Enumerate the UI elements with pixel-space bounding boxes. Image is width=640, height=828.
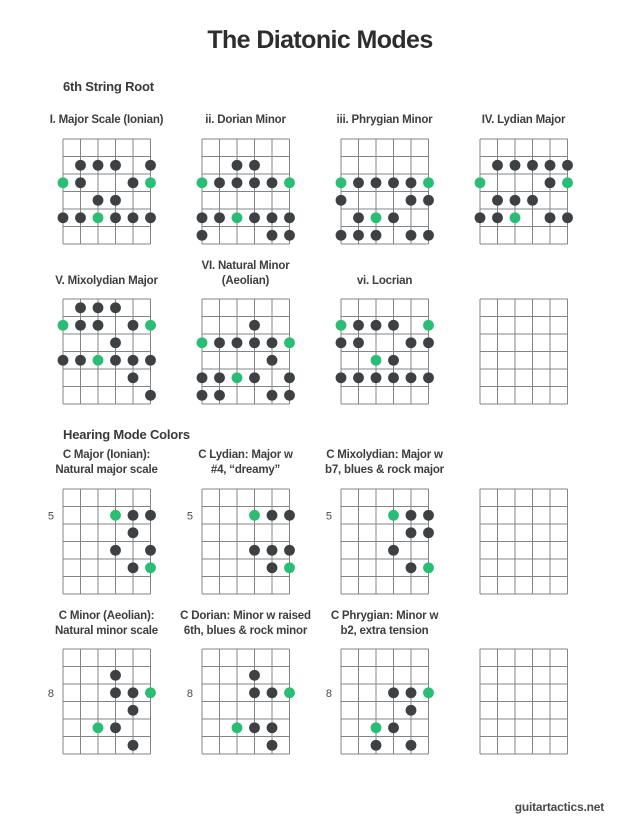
note-dot	[388, 545, 399, 556]
note-dot	[266, 177, 277, 188]
root-dot	[388, 510, 399, 521]
root-dot	[145, 320, 156, 331]
fretboard-svg	[324, 132, 446, 251]
note-dot	[249, 177, 260, 188]
root-dot	[423, 562, 434, 573]
note-dot	[196, 212, 207, 223]
diagram-label-line: I. Major Scale (Ionian)	[49, 114, 164, 127]
note-dot	[284, 212, 295, 223]
note-dot	[370, 320, 381, 331]
note-dot	[284, 373, 295, 384]
fretboard-grid-lines	[202, 649, 290, 754]
root-dot	[110, 510, 121, 521]
note-dot	[127, 562, 138, 573]
root-dot	[92, 355, 103, 366]
diagram-label-line: C Mixolydian: Major w	[326, 449, 443, 462]
diagram-label-line: vi. Locrian	[356, 274, 413, 287]
diagram-label-line: VI. Natural Minor	[201, 260, 290, 272]
fretboard-cell	[37, 609, 176, 761]
note-dot	[335, 373, 346, 384]
note-dot	[266, 212, 277, 223]
note-dot	[353, 320, 364, 331]
note-dot	[75, 303, 86, 314]
diagram-label-line: Natural major scale	[55, 464, 158, 477]
footer-watermark: guitartactics.net	[514, 800, 604, 814]
diagram-grid	[37, 100, 640, 411]
fretboard-grid-lines	[341, 489, 429, 594]
note-dot	[249, 212, 260, 223]
note-dot	[127, 320, 138, 331]
note-dot	[249, 688, 260, 699]
root-dot	[231, 212, 242, 223]
page-title: The Diatonic Modes	[207, 26, 433, 54]
fretboard-diagram	[463, 132, 585, 251]
fretboard-cell	[315, 260, 454, 411]
diagram-label	[202, 259, 290, 288]
note-dot	[405, 373, 416, 384]
note-dot	[527, 160, 538, 171]
fretboard-grid-lines	[63, 489, 151, 594]
note-dot	[75, 212, 86, 223]
note-dot	[544, 177, 555, 188]
fretboard-cell	[37, 100, 176, 251]
fretboard-cell	[315, 448, 454, 600]
root-dot	[145, 562, 156, 573]
fretboard-diagram	[463, 482, 585, 601]
fretboard-diagram	[324, 292, 446, 411]
note-dot	[249, 320, 260, 331]
note-dot	[266, 230, 277, 241]
note-dot	[562, 212, 573, 223]
section-heading: 6th String Root	[63, 79, 154, 94]
diagram-label-line: C Phrygian: Minor w	[330, 609, 439, 622]
fretboard-grid-lines	[63, 299, 151, 404]
note-dot	[353, 177, 364, 188]
note-dot	[423, 195, 434, 206]
diagram-label-line: ii. Dorian Minor	[205, 114, 286, 127]
fret-number: 8	[325, 688, 332, 701]
fretboard-svg	[46, 292, 168, 411]
sections-container	[0, 79, 640, 761]
note-dot	[492, 160, 503, 171]
fretboard-cell	[454, 260, 593, 411]
note-dot	[284, 230, 295, 241]
note-dot	[284, 510, 295, 521]
note-dot	[335, 230, 346, 241]
note-dot	[423, 373, 434, 384]
root-dot	[249, 510, 260, 521]
root-dot	[509, 212, 520, 223]
root-dot	[423, 177, 434, 188]
fretboard-svg	[185, 292, 307, 411]
root-dot	[474, 177, 485, 188]
fretboard-diagram	[324, 642, 446, 761]
note-dot	[370, 177, 381, 188]
note-dot	[353, 230, 364, 241]
fretboard-cell	[176, 448, 315, 600]
root-dot	[196, 177, 207, 188]
note-dot	[57, 355, 68, 366]
note-dot	[405, 338, 416, 349]
root-dot	[370, 723, 381, 734]
note-dot	[423, 510, 434, 521]
note-dot	[562, 160, 573, 171]
fretboard-grid-lines	[480, 139, 568, 244]
fretboard-diagram	[185, 642, 307, 761]
fret-number: 5	[47, 510, 54, 523]
note-dot	[544, 212, 555, 223]
note-dot	[266, 723, 277, 734]
note-dot	[266, 740, 277, 751]
root-dot	[335, 320, 346, 331]
note-dot	[284, 545, 295, 556]
note-dot	[405, 740, 416, 751]
note-dot	[127, 177, 138, 188]
root-dot	[92, 723, 103, 734]
note-dot	[127, 373, 138, 384]
note-dot	[405, 195, 416, 206]
note-dot	[196, 373, 207, 384]
diagram-label	[55, 448, 157, 477]
fretboard-svg	[185, 482, 307, 601]
note-dot	[370, 230, 381, 241]
note-dot	[353, 212, 364, 223]
diagram-label-line: Natural minor scale	[55, 624, 158, 637]
note-dot	[284, 390, 295, 401]
fretboard-grid-lines	[480, 489, 568, 594]
fretboard-grid-lines	[63, 649, 151, 754]
diagram-label-line: b2, extra tension	[340, 624, 429, 637]
note-dot	[423, 527, 434, 538]
fretboard-cell	[176, 609, 315, 761]
fretboard-cell	[176, 259, 315, 411]
root-dot	[284, 688, 295, 699]
root-dot	[57, 320, 68, 331]
diagram-label-line: C Major (Ionian):	[62, 449, 151, 462]
diagram-label	[337, 100, 433, 128]
section-heading: Hearing Mode Colors	[63, 427, 190, 443]
diagram-label	[357, 260, 412, 288]
note-dot	[266, 355, 277, 366]
fretboard-svg	[46, 482, 168, 601]
fretboard-diagram	[463, 642, 585, 761]
note-dot	[388, 688, 399, 699]
note-dot	[57, 212, 68, 223]
note-dot	[405, 562, 416, 573]
fretboard-svg	[463, 642, 585, 761]
note-dot	[266, 510, 277, 521]
fretboard-grid-lines	[341, 649, 429, 754]
root-dot	[57, 177, 68, 188]
note-dot	[544, 160, 555, 171]
fret-number: 5	[325, 510, 332, 523]
diagram-label-line: C Lydian: Major w	[198, 449, 293, 462]
fretboard-svg	[46, 132, 168, 251]
fretboard-diagram	[463, 292, 585, 411]
note-dot	[110, 670, 121, 681]
note-dot	[388, 320, 399, 331]
fret-number: 8	[47, 688, 54, 701]
fretboard-svg	[185, 132, 307, 251]
note-dot	[110, 338, 121, 349]
fretboard-grid-lines	[63, 139, 151, 244]
root-dot	[423, 320, 434, 331]
diagram-label-line: #4, “dreamy”	[210, 464, 281, 477]
note-dot	[405, 705, 416, 716]
note-dot	[110, 545, 121, 556]
note-dot	[110, 212, 121, 223]
note-dot	[405, 688, 416, 699]
note-dot	[388, 373, 399, 384]
note-dot	[492, 212, 503, 223]
note-dot	[127, 527, 138, 538]
note-dot	[127, 510, 138, 521]
fretboard-grid-lines	[202, 299, 290, 404]
note-dot	[388, 177, 399, 188]
diagram-label-line: iii. Phrygian Minor	[336, 114, 433, 127]
note-dot	[388, 723, 399, 734]
fret-number: 5	[186, 510, 193, 523]
note-dot	[423, 338, 434, 349]
note-dot	[145, 545, 156, 556]
mode-section	[0, 79, 640, 411]
root-dot	[145, 177, 156, 188]
note-dot	[335, 338, 346, 349]
note-dot	[353, 338, 364, 349]
note-dot	[509, 195, 520, 206]
note-dot	[335, 195, 346, 206]
note-dot	[110, 303, 121, 314]
fretboard-cell	[37, 448, 176, 600]
note-dot	[405, 230, 416, 241]
note-dot	[92, 195, 103, 206]
fretboard-cell	[315, 100, 454, 251]
note-dot	[110, 195, 121, 206]
diagram-label	[55, 260, 158, 288]
diagram-label-line: C Minor (Aeolian):	[58, 609, 155, 622]
fretboard-cell	[454, 100, 593, 251]
note-dot	[249, 670, 260, 681]
fretboard-cell	[454, 610, 593, 761]
fretboard-grid-lines	[341, 299, 429, 404]
diagram-label-line: 6th, blues & rock minor	[183, 624, 308, 637]
fretboard-grid-lines	[480, 649, 568, 754]
fretboard-diagram	[46, 292, 168, 411]
note-dot	[110, 723, 121, 734]
note-dot	[266, 390, 277, 401]
note-dot	[127, 355, 138, 366]
note-dot	[214, 177, 225, 188]
note-dot	[388, 212, 399, 223]
mode-section	[0, 427, 640, 761]
fretboard-diagram	[185, 482, 307, 601]
fretboard-svg	[463, 482, 585, 601]
root-dot	[92, 212, 103, 223]
fretboard-diagram	[46, 482, 168, 601]
root-dot	[145, 688, 156, 699]
fretboard-svg	[324, 642, 446, 761]
fretboard-diagram	[46, 642, 168, 761]
diagram-label-line: (Aeolian)	[221, 274, 270, 287]
diagram-label	[55, 609, 158, 638]
note-dot	[423, 230, 434, 241]
note-dot	[370, 740, 381, 751]
note-dot	[249, 338, 260, 349]
note-dot	[405, 527, 416, 538]
note-dot	[214, 373, 225, 384]
fretboard-svg	[185, 642, 307, 761]
root-dot	[284, 177, 295, 188]
fretboard-grid-lines	[341, 139, 429, 244]
note-dot	[527, 195, 538, 206]
root-dot	[196, 338, 207, 349]
fretboard-diagram	[46, 132, 168, 251]
note-dot	[196, 230, 207, 241]
note-dot	[249, 373, 260, 384]
note-dot	[231, 338, 242, 349]
note-dot	[231, 177, 242, 188]
fretboard-cell	[37, 260, 176, 411]
diagram-grid	[37, 448, 640, 761]
diagram-label	[180, 609, 311, 638]
fretboard-diagram	[324, 482, 446, 601]
note-dot	[474, 212, 485, 223]
note-dot	[249, 160, 260, 171]
diagram-label	[198, 448, 293, 477]
note-dot	[75, 177, 86, 188]
fretboard-cell	[176, 100, 315, 251]
fretboard-grid-lines	[202, 489, 290, 594]
note-dot	[75, 355, 86, 366]
fretboard-cell	[454, 450, 593, 601]
root-dot	[231, 723, 242, 734]
fret-number: 8	[186, 688, 193, 701]
diagram-label	[331, 609, 438, 638]
note-dot	[214, 390, 225, 401]
fretboard-svg	[463, 292, 585, 411]
note-dot	[405, 510, 416, 521]
note-dot	[145, 160, 156, 171]
diagram-label-line: b7, blues & rock major	[325, 464, 444, 477]
note-dot	[370, 373, 381, 384]
diagram-label	[482, 100, 566, 128]
root-dot	[370, 355, 381, 366]
note-dot	[492, 195, 503, 206]
note-dot	[110, 160, 121, 171]
diagram-label-line: IV. Lydian Major	[481, 114, 566, 127]
fretboard-svg	[324, 482, 446, 601]
note-dot	[127, 212, 138, 223]
fretboard-diagram	[185, 132, 307, 251]
root-dot	[423, 688, 434, 699]
fretboard-grid-lines	[480, 299, 568, 404]
note-dot	[92, 303, 103, 314]
root-dot	[335, 177, 346, 188]
note-dot	[388, 355, 399, 366]
note-dot	[145, 212, 156, 223]
note-dot	[127, 688, 138, 699]
note-dot	[145, 355, 156, 366]
note-dot	[353, 373, 364, 384]
note-dot	[214, 338, 225, 349]
diagram-label	[205, 100, 286, 128]
fretboard-grid-lines	[202, 139, 290, 244]
note-dot	[231, 160, 242, 171]
note-dot	[266, 545, 277, 556]
root-dot	[284, 338, 295, 349]
note-dot	[75, 160, 86, 171]
note-dot	[196, 390, 207, 401]
fretboard-diagram	[324, 132, 446, 251]
note-dot	[509, 160, 520, 171]
root-dot	[284, 562, 295, 573]
note-dot	[92, 320, 103, 331]
note-dot	[110, 355, 121, 366]
diagram-label	[325, 448, 444, 477]
note-dot	[266, 562, 277, 573]
note-dot	[266, 688, 277, 699]
fretboard-svg	[324, 292, 446, 411]
note-dot	[127, 740, 138, 751]
root-dot	[231, 373, 242, 384]
note-dot	[75, 320, 86, 331]
fretboard-diagram	[185, 292, 307, 411]
fretboard-svg	[46, 642, 168, 761]
fretboard-svg	[463, 132, 585, 251]
note-dot	[249, 723, 260, 734]
diagram-label	[50, 100, 164, 128]
root-dot	[562, 177, 573, 188]
diagram-label-line: V. Mixolydian Major	[55, 274, 158, 287]
note-dot	[145, 510, 156, 521]
root-dot	[370, 212, 381, 223]
note-dot	[266, 338, 277, 349]
note-dot	[145, 390, 156, 401]
note-dot	[110, 688, 121, 699]
diagram-label-line: C Dorian: Minor w raised	[180, 609, 311, 622]
note-dot	[92, 160, 103, 171]
fretboard-cell	[315, 609, 454, 761]
note-dot	[127, 705, 138, 716]
note-dot	[214, 212, 225, 223]
note-dot	[405, 177, 416, 188]
note-dot	[249, 545, 260, 556]
